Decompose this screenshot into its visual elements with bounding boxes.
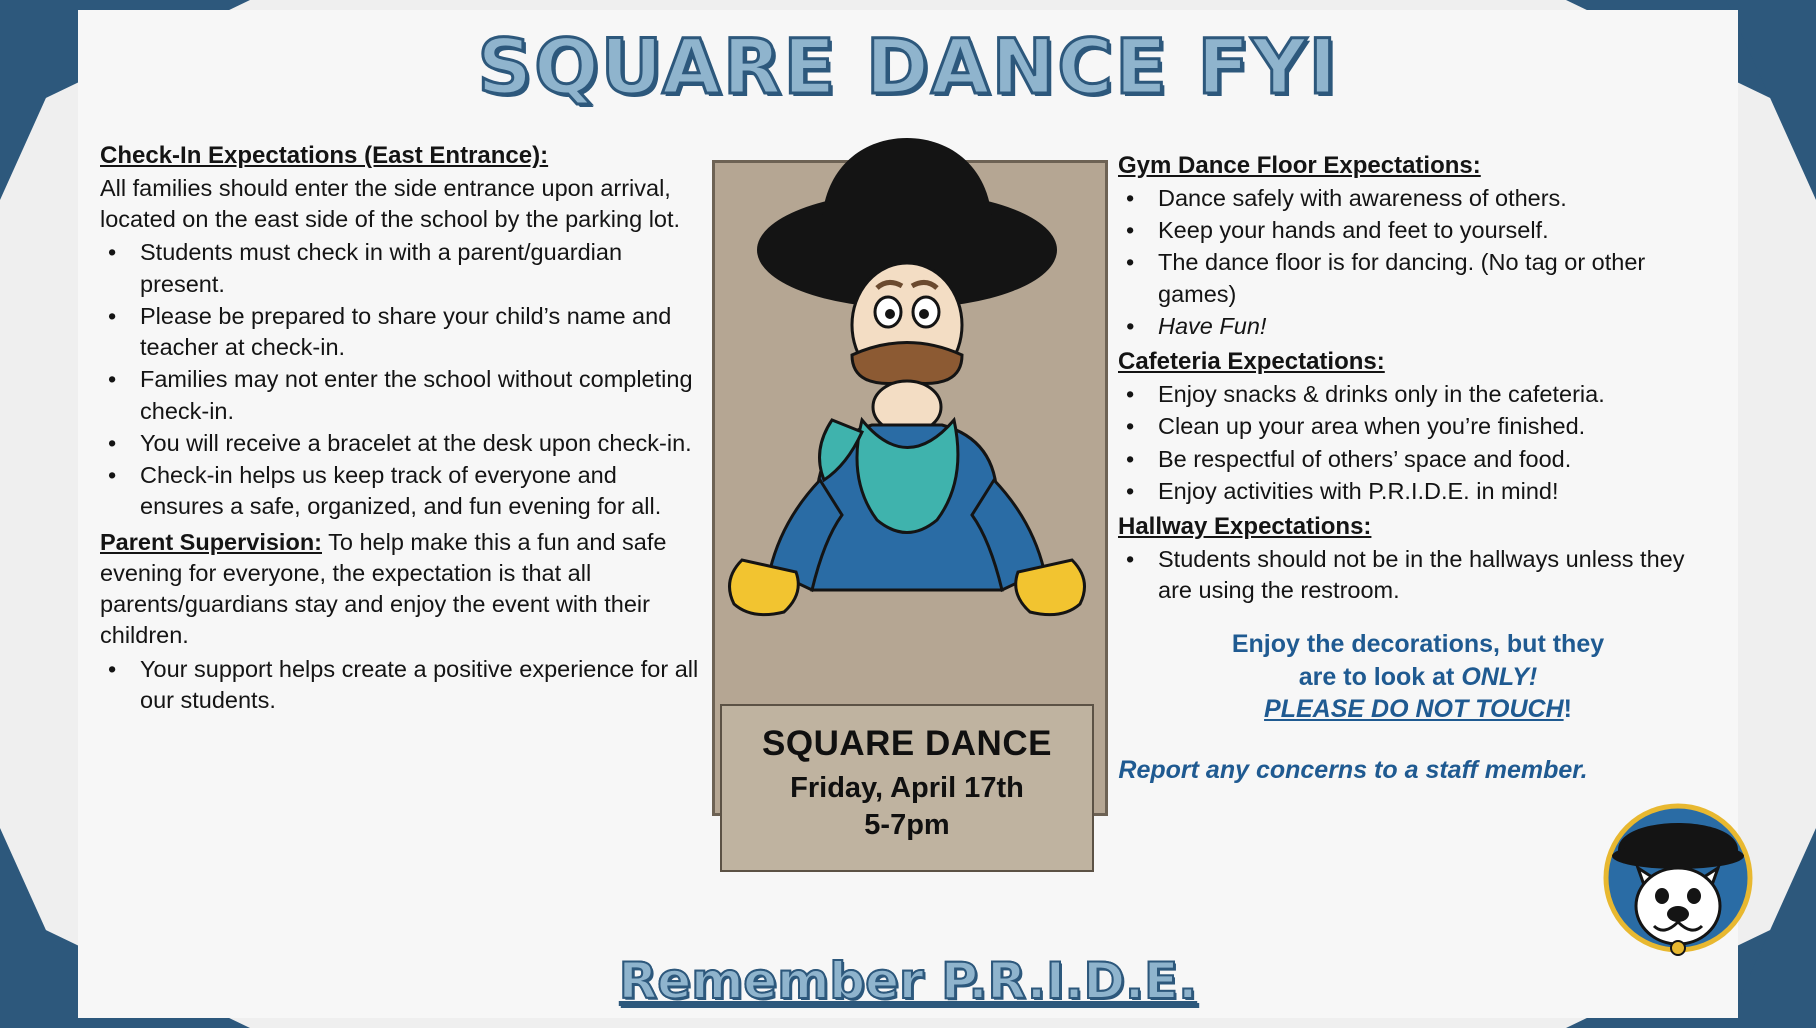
list-item: • Check-in helps us keep track of everyone and ensures a safe, organized, and fun evening for all. [100,460,700,523]
gym-heading: Gym Dance Floor Expectations: [1118,152,1481,179]
footer-title: Remember P.R.I.D.E. [618,952,1198,1010]
decor-notice-exclaim: ! [1563,695,1572,724]
list-item: • Your support helps create a positive experience for all our students. [100,654,700,717]
list-item: • Dance safely with awareness of others. [1118,183,1718,214]
decor-notice-do-not-touch: PLEASE DO NOT TOUCH [1264,695,1564,724]
list-item: • Be respectful of others’ space and food. [1118,444,1718,475]
caption-time: 5-7pm [864,809,950,841]
supervision-bullet-list [100,654,700,717]
list-item: • Enjoy snacks & drinks only in the cafeteria. [1118,379,1718,410]
list-item: • Families may not enter the school without completing check-in. [100,364,700,427]
page-title: SQUARE DANCE FYI [477,22,1339,111]
list-item: • Students should not be in the hallways unless they are using the restroom. [1118,544,1718,607]
supervision-paragraph [100,527,700,652]
right-column [1118,150,1718,786]
decorations-notice [1118,628,1718,726]
list-item: • Keep your hands and feet to yourself. [1118,215,1718,246]
hallway-bullet-list [1118,544,1718,607]
cafeteria-heading: Cafeteria Expectations: [1118,348,1385,376]
left-column [100,140,700,720]
decor-notice-line2-pre: are to look at [1298,662,1462,691]
cafeteria-bullet-list [1118,379,1718,507]
list-item: • Enjoy activities with P.R.I.D.E. in mind! [1118,476,1718,507]
decor-notice-only: ONLY! [1461,662,1538,691]
checkin-heading: Check-In Expectations (East Entrance): [100,142,549,169]
husky-mascot-logo-icon [1598,798,1758,958]
illustration-caption [720,704,1094,872]
caption-date: Friday, April 17th [790,772,1024,804]
list-item: • The dance floor is for dancing. (No tag or other games) [1118,247,1718,310]
report-concerns-notice: Report any concerns to a staff member. [1118,755,1588,784]
checkin-intro: All families should enter the side entrance upon arrival, located on the east side of the school by the parking lot. [100,174,681,233]
list-item: • Please be prepared to share your child’s name and teacher at check-in. [100,301,700,364]
list-item: • Students must check in with a parent/guardian present. [100,237,700,300]
decor-notice-line1: Enjoy the decorations, but they [1231,630,1605,659]
list-item: • Have Fun! [1118,311,1718,342]
hallway-heading: Hallway Expectations: [1118,513,1372,541]
gym-bullet-list [1118,183,1718,342]
list-item: • Clean up your area when you’re finished. [1118,411,1718,442]
center-illustration [712,120,1102,880]
square-dance-caller-cartoon-icon [712,120,1102,780]
list-item: • You will receive a bracelet at the desk upon check-in. [100,428,700,459]
checkin-bullet-list [100,237,700,522]
supervision-heading: Parent Supervision: [100,528,322,555]
caption-title: SQUARE DANCE [762,724,1052,763]
supervision-text: To help make this a fun and safe evening for everyone, the expectation is that all parents/guardians stay and enjoy the event with their children. [100,528,667,649]
